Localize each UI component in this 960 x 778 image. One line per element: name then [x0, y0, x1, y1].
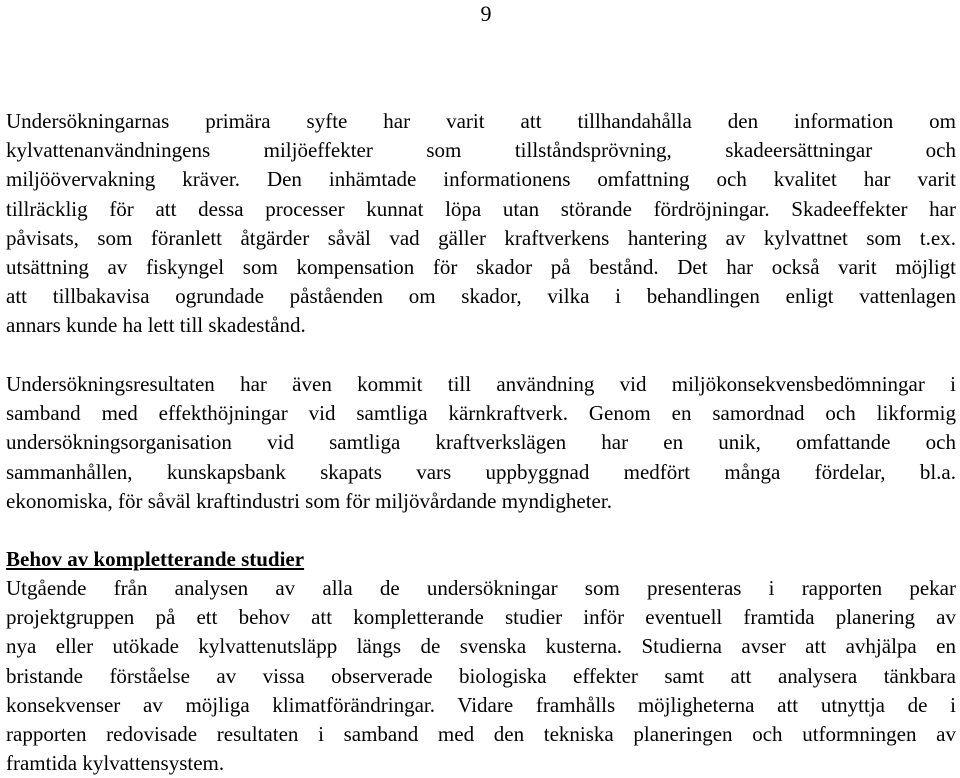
paragraph-further-studies — [6, 574, 956, 778]
paragraph-purpose — [6, 107, 956, 341]
text-line: Undersökningsresultaten har även kommit till användning vid miljökonsekvensbedömningar i — [6, 372, 956, 396]
text-line: utsättning av fiskyngel som kompensation för skador på bestånd. Det har också varit möjligt — [6, 255, 956, 280]
text-line: projektgruppen på ett behov att kompletterande studier inför eventuell framtida planering av — [6, 605, 956, 630]
text-line: framtida kylvattensystem. — [6, 751, 225, 776]
text-line: att tillbakavisa ogrundade påståenden om skador, vilka i behandlingen enligt vattenlagen — [6, 284, 956, 309]
paragraph-results — [6, 370, 956, 516]
text-line: Undersökningarnas primära syfte har varit att tillhandahålla den information om — [6, 109, 956, 133]
section-heading: Behov av kompletterande studier — [6, 547, 305, 571]
text-line: samband med effekthöjningar vid samtliga kärnkraftverk. Genom en samordnad och likformig — [6, 401, 956, 426]
text-line: sammanhållen, kunskapsbank skapats vars uppbyggnad medfört många fördelar, bl.a. — [6, 459, 956, 484]
text-line: rapporten redovisade resultaten i samband med den tekniska planeringen och utformningen av — [6, 722, 956, 747]
text-line: ekonomiska, för såväl kraftindustri som för miljövårdande myndigheter. — [6, 488, 612, 513]
text-line: tillräcklig för att dessa processer kunnat löpa utan störande fördröjningar. Skadeeffekter har — [6, 196, 956, 221]
document-page — [6, 0, 958, 778]
page-number: 9 — [480, 1, 492, 26]
text-line: nya eller utökade kylvattenutsläpp längs de svenska kusterna. Studierna avser att avhjälpa en — [6, 634, 956, 659]
text-line: undersökningsorganisation vid samtliga kraftverkslägen har en unik, omfattande och — [6, 430, 956, 455]
text-line: annars kunde ha lett till skadestånd. — [6, 313, 306, 338]
text-line: påvisats, som föranlett åtgärder såväl vad gäller kraftverkens hantering av kylvattnet som t.ex. — [6, 225, 956, 250]
text-line: miljöövervakning kräver. Den inhämtade informationens omfattning och kvalitet har varit — [6, 167, 956, 192]
text-line: konsekvenser av möjliga klimatförändringar. Vidare framhålls möjligheterna att utnyttja de i — [6, 692, 956, 717]
text-line: Utgående från analysen av alla de undersökningar som presenteras i rapporten pekar — [6, 576, 956, 600]
text-line: kylvattenanvändningens miljöeffekter som tillståndsprövning, skadeersättningar och — [6, 138, 956, 163]
text-line: bristande förståelse av vissa observerade biologiska effekter samt att analysera tänkbara — [6, 663, 956, 688]
